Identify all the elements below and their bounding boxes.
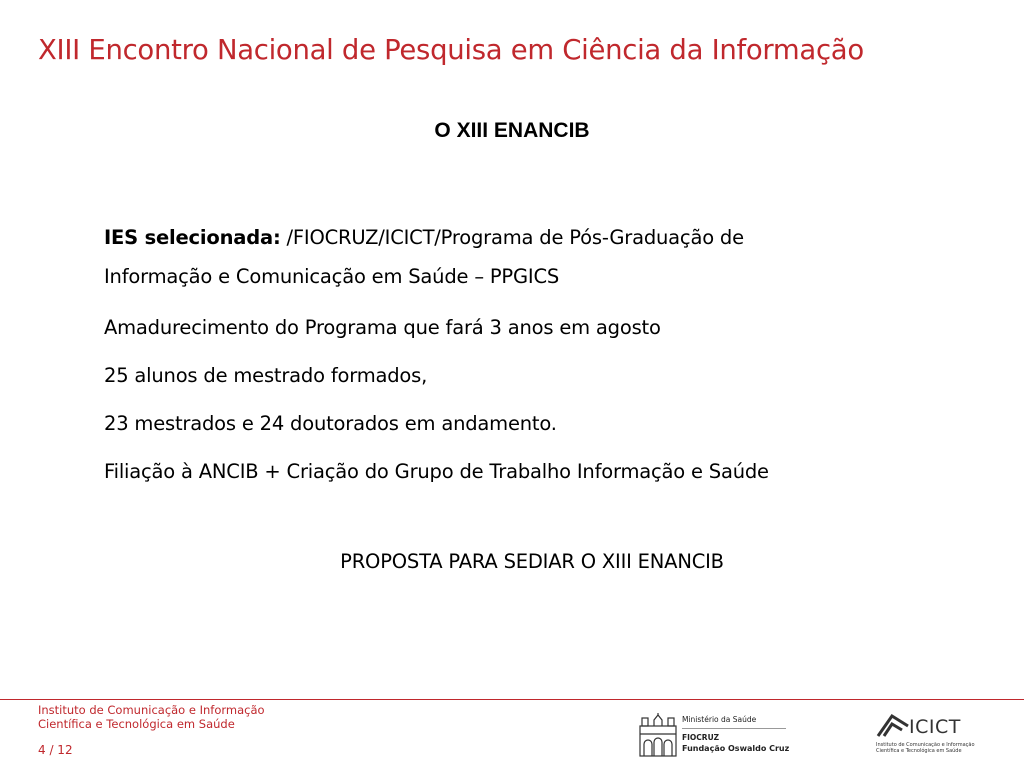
slide-title: XIII Encontro Nacional de Pesquisa em Ciência da Informação (38, 34, 864, 66)
footer-divider (0, 699, 1024, 700)
ies-value-line1: /FIOCRUZ/ICICT/Programa de Pós-Graduação de (280, 226, 744, 249)
footer-institution-line1: Instituto de Comunicação e Informação (38, 703, 265, 717)
fiocruz-ministry: Ministério da Saúde (682, 715, 757, 724)
fiocruz-separator (682, 728, 786, 729)
fiocruz-full-name: Fundação Oswaldo Cruz (682, 744, 790, 753)
content-item-3: 23 mestrados e 24 doutorados em andamento. (104, 412, 557, 435)
content-item-1: Amadurecimento do Programa que fará 3 anos em agosto (104, 316, 661, 339)
proposal-text: PROPOSTA PARA SEDIAR O XIII ENANCIB (340, 550, 724, 573)
content-item-4: Filiação à ANCIB + Criação do Grupo de Trabalho Informação e Saúde (104, 460, 769, 483)
ies-value-line2: Informação e Comunicação em Saúde – PPGICS (104, 265, 560, 288)
footer-institution (38, 703, 265, 731)
slide-subtitle: O XIII ENANCIB (434, 119, 590, 142)
icict-subtitle-line2: Científica e Tecnológica em Saúde (876, 748, 962, 754)
castle-icon (638, 712, 678, 758)
fiocruz-logo (638, 712, 788, 758)
content-item-2: 25 alunos de mestrado formados, (104, 364, 428, 387)
page-indicator: 4 / 12 (38, 743, 73, 757)
footer-institution-line2: Científica e Tecnológica em Saúde (38, 717, 235, 731)
icict-subtitle (876, 742, 986, 754)
icict-subtitle-line1: Instituto de Comunicação e Informação (876, 742, 975, 748)
slide-body (104, 218, 924, 501)
icict-logo (876, 712, 986, 758)
ies-paragraph (104, 218, 924, 296)
fiocruz-name: FIOCRUZ (682, 733, 720, 742)
ies-label: IES selecionada: (104, 226, 281, 249)
icict-name: ICICT (909, 716, 961, 738)
icict-roof-icon (876, 712, 910, 740)
